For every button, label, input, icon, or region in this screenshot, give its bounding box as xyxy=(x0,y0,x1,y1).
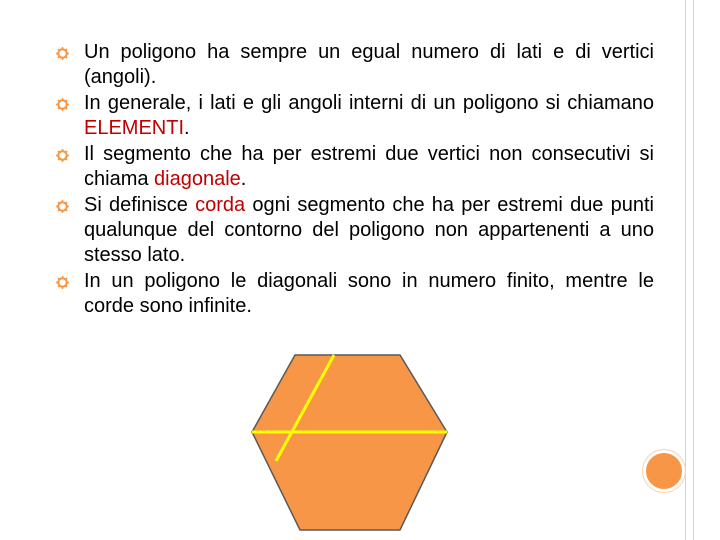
decorative-circle xyxy=(643,450,685,492)
bullet-item xyxy=(56,91,654,141)
term-elementi: ELEMENTI xyxy=(84,117,185,139)
item-text: . xyxy=(240,168,247,190)
item-text: . xyxy=(184,117,190,139)
item-text: Il segmento che ha per estremi due vertici non consecutivi si chiama xyxy=(84,143,654,190)
bullet-item xyxy=(56,142,654,192)
item-text: Si definisce xyxy=(84,194,196,216)
item-text: In un poligono le diagonali sono in numero finito, mentre le corde sono infinite. xyxy=(84,270,654,317)
hexagon-figure xyxy=(240,340,460,540)
term-diagonale: diagonale xyxy=(154,168,241,190)
item-text: Un poligono ha sempre un egual numero di lati e di vertici (angoli). xyxy=(84,41,654,88)
term-corda: corda xyxy=(195,194,246,216)
page-border-line-right xyxy=(693,0,694,540)
gear-icon xyxy=(56,200,69,213)
item-text: ogni segmento che ha per estremi due punti qualunque del contorno del poligono non appartenenti a uno stesso lato. xyxy=(84,194,654,266)
bullet-list xyxy=(56,40,654,319)
gear-icon xyxy=(56,98,69,111)
gear-icon xyxy=(56,149,69,162)
item-text: In generale, i lati e gli angoli interni di un poligono si chiamano xyxy=(84,92,654,114)
bullet-item xyxy=(56,193,654,268)
page-border-line-left xyxy=(685,0,686,540)
gear-icon xyxy=(56,47,69,60)
bullet-item xyxy=(56,269,654,319)
gear-icon xyxy=(56,276,69,289)
hexagon-shape xyxy=(252,355,447,530)
bullet-item xyxy=(56,40,654,90)
